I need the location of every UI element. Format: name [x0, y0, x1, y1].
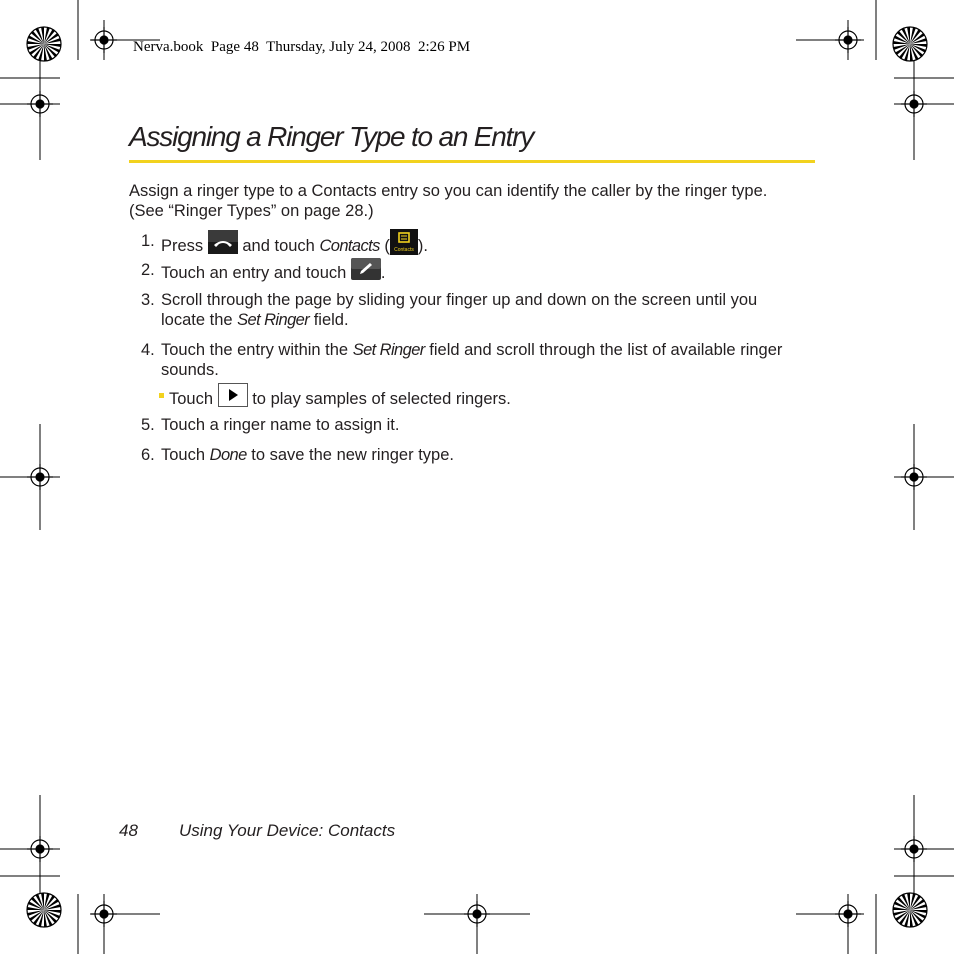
step-text-part: Touch — [161, 446, 206, 464]
step-number: 4. — [141, 341, 155, 359]
star-target-mark — [27, 27, 61, 61]
step-text-part: and touch — [242, 236, 315, 255]
step-number: 3. — [141, 291, 155, 309]
step-text-line-1: Scroll through the page by sliding your finger up and down on the screen until you — [161, 291, 758, 309]
star-target-mark — [893, 27, 927, 61]
contacts-app-icon — [390, 229, 418, 260]
page-title: Assigning a Ringer Type to an Entry — [129, 121, 534, 152]
header-date: Thursday, July 24, 2008 — [266, 39, 411, 55]
done-label: Done — [209, 446, 247, 464]
step-text-part: to save the new ringer type. — [251, 446, 454, 464]
set-ringer-label: Set Ringer — [352, 341, 425, 359]
bullet-marker — [159, 393, 164, 398]
contacts-icon-caption: Contacts — [394, 247, 414, 253]
title-rule — [129, 160, 815, 163]
step-text-part: field and scroll through the list of available ringer — [429, 341, 783, 359]
step-text-part: field. — [313, 311, 349, 329]
bullet-text-part: to play samples of selected ringers. — [252, 389, 511, 408]
bullet-text-part: Touch — [169, 389, 214, 408]
header-time: 2:26 PM — [418, 39, 471, 55]
star-target-mark — [27, 893, 61, 927]
step-text — [161, 260, 385, 287]
page-number: 48 — [119, 821, 138, 840]
star-target-mark — [893, 893, 927, 927]
step-text — [161, 445, 454, 465]
play-icon — [218, 383, 248, 412]
header-book: Nerva.book — [133, 39, 204, 55]
step-number: 1. — [141, 232, 155, 250]
pencil-edit-icon — [351, 258, 381, 285]
step-number: 6. — [141, 446, 155, 464]
intro-line-2: (See “Ringer Types” on page 28.) — [129, 202, 374, 220]
bullet-text — [169, 385, 511, 414]
step-number: 5. — [141, 416, 155, 434]
step-text-part: Press — [161, 236, 204, 255]
step-text — [161, 231, 428, 262]
print-header — [133, 39, 470, 56]
step-text-line-1 — [161, 340, 782, 360]
step-number: 2. — [141, 261, 155, 279]
step-text: Touch a ringer name to assign it. — [161, 416, 400, 434]
step-text-part: locate the — [161, 311, 233, 329]
step-text-part: ). — [417, 236, 428, 255]
contacts-label: Contacts — [319, 236, 380, 255]
step-text-part: Touch the entry within the — [161, 341, 349, 359]
header-page: Page 48 — [210, 39, 259, 55]
step-text-line-2 — [161, 310, 349, 330]
step-text-part: ( — [384, 236, 390, 255]
set-ringer-label: Set Ringer — [237, 311, 310, 329]
step-text-part: . — [380, 263, 386, 282]
step-text-part: Touch an entry and touch — [161, 263, 347, 282]
intro-line-1: Assign a ringer type to a Contacts entry so you can identify the caller by the ringer type. — [129, 182, 768, 200]
phone-handset-icon — [208, 230, 238, 259]
footer-section-title: Using Your Device: Contacts — [179, 821, 396, 840]
step-text-line-2: sounds. — [161, 361, 219, 379]
